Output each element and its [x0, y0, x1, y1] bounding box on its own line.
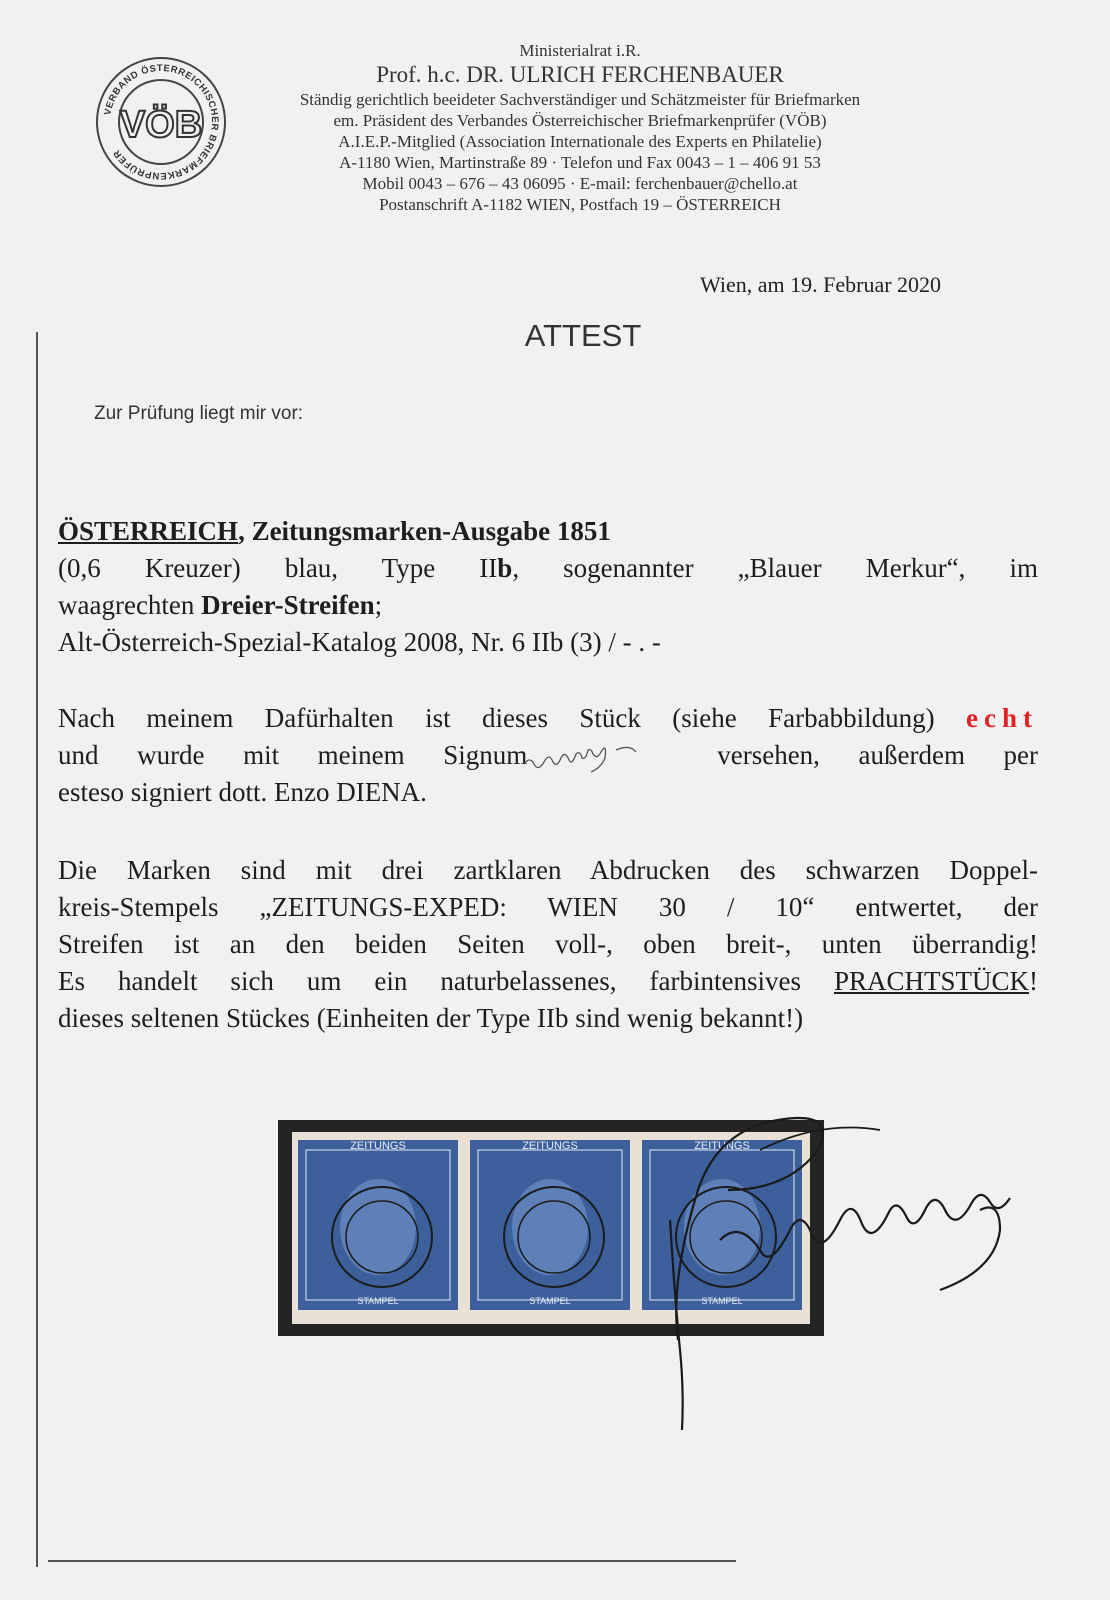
- item-heading: [58, 513, 1038, 550]
- header-line-3: Ständig gerichtlich beeideter Sachverständiger und Schätzmeister für Briefmarken: [299, 90, 861, 109]
- opinion-line-2: und wurde mit meinem Signum versehen, außerdem per: [58, 740, 1038, 770]
- header-line-4: em. Präsident des Verbandes Österreichischer Briefmarkenprüfer (VÖB): [333, 111, 827, 130]
- expert-signature: [600, 1090, 1080, 1430]
- document-title: ATTEST: [524, 318, 642, 353]
- stamp-bottom-label: STAMPEL: [701, 1296, 743, 1306]
- margin-line-vertical: [36, 332, 38, 1567]
- stamp-top-label: ZEITUNGS: [350, 1140, 406, 1152]
- item-catalog-line: Alt-Österreich-Spezial-Katalog 2008, Nr. 6 IIb (3) / - . -: [58, 627, 661, 657]
- condition-line-2: kreis-Stempels „ZEITUNGS-EXPED: WIEN 30 / 10“ entwertet, der: [58, 892, 1038, 922]
- letterhead: [230, 40, 930, 215]
- condition-line-3: Streifen ist an den beiden Seiten voll-, oben breit-, unten überrandig!: [58, 929, 1038, 959]
- header-address-line: A-1180 Wien, Martinstraße 89 · Telefon und Fax 0043 – 1 – 406 91 53: [339, 153, 821, 172]
- voeb-seal: [94, 55, 228, 189]
- margin-line-horizontal: [48, 1560, 736, 1562]
- item-country: ÖSTERREICH: [58, 516, 239, 546]
- opinion-line-1: Nach meinem Dafürhalten ist dieses Stück (siehe Farbabbildung) echt: [58, 703, 1038, 733]
- stamp-top-label: ZEITUNGS: [522, 1140, 578, 1152]
- item-description: [58, 513, 1038, 661]
- stamp-1: [298, 1140, 458, 1310]
- header-name-line: Prof. h.c. DR. ULRICH FERCHENBAUER: [376, 62, 784, 87]
- header-contact-line: Mobil 0043 – 676 – 43 06095 · E-mail: ferchenbauer@chello.at: [362, 174, 798, 193]
- seal-ring-text: VERBAND ÖSTERREICHISCHER BRIEFMARKENPRÜFER: [102, 62, 221, 182]
- condition-line-5: dieses seltenen Stückes (Einheiten der Type IIb sind wenig bekannt!): [58, 1003, 804, 1033]
- item-issue: , Zeitungsmarken-Ausgabe 1851: [238, 516, 611, 546]
- stamp-bottom-label: STAMPEL: [529, 1296, 571, 1306]
- small-signature: [520, 740, 650, 780]
- opinion-line-3: esteso signiert dott. Enzo DIENA.: [58, 777, 427, 807]
- item-line-3: waagrechten Dreier-Streifen;: [58, 590, 383, 620]
- intro-text: Zur Prüfung liegt mir vor:: [94, 403, 304, 424]
- item-line-2: (0,6 Kreuzer) blau, Type IIb, sogenannter „Blauer Merkur“, im: [58, 553, 1038, 583]
- stamp-bottom-label: STAMPEL: [357, 1296, 399, 1306]
- header-line-5: A.I.E.P.-Mitglied (Association Internationale des Experts en Philatelie): [338, 132, 822, 151]
- condition-paragraph: [58, 852, 1038, 1037]
- condition-line-1: Die Marken sind mit drei zartklaren Abdrucken des schwarzen Doppel-: [58, 855, 1038, 885]
- stamp-top-label: ZEITUNGS: [694, 1140, 750, 1152]
- header-postal-line: Postanschrift A-1182 WIEN, Postfach 19 – ÖSTERREICH: [379, 195, 781, 214]
- date-line: Wien, am 19. Februar 2020: [700, 272, 942, 297]
- header-title-line: Ministerialrat i.R.: [519, 41, 641, 60]
- seal-center-text: VÖB: [119, 104, 203, 146]
- echt-label: echt: [966, 703, 1038, 733]
- condition-line-4: Es handelt sich um ein naturbelassenes, farbintensives PRACHTSTÜCK!: [58, 966, 1038, 996]
